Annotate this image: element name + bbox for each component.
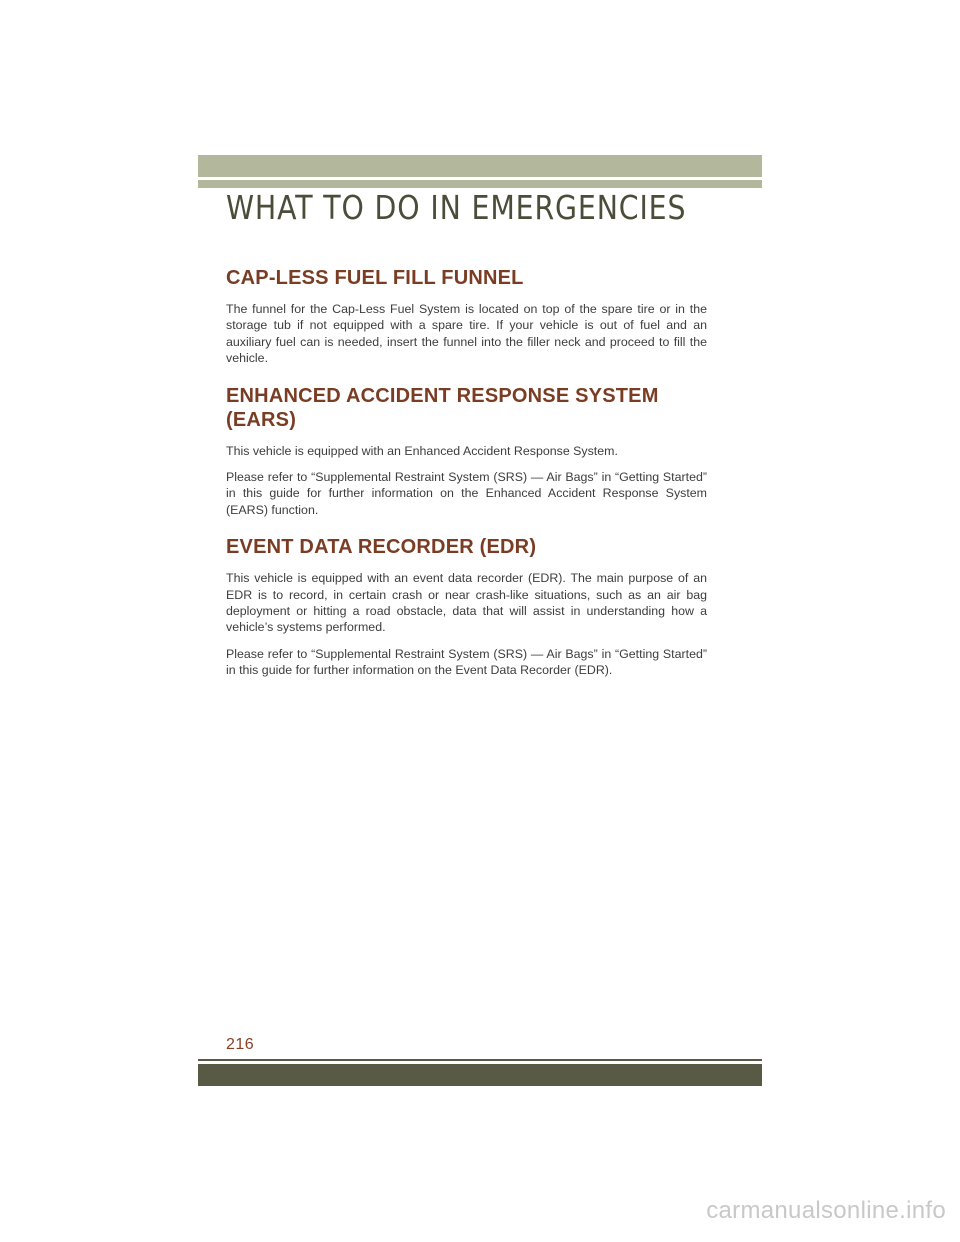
header-band: [198, 155, 762, 177]
body-paragraph: This vehicle is equipped with an Enhanced Accident Response System.: [226, 443, 618, 458]
body-paragraph: The funnel for the Cap-Less Fuel System is located on top of the spare tire or in the storage tub if not equipped with a spare tire. If your vehicle is out of fuel and an auxiliary fuel can is needed, insert the funnel into the filler neck and proceed to fill the vehicle.: [226, 302, 707, 366]
header-rule: [198, 180, 762, 188]
body-paragraph: This vehicle is equipped with an event data recorder (EDR). The main purpose of an EDR is to record, in certain crash or near crash-like situations, such as an air bag deployment or hitting a road obstacle, data that will assist in understanding how a vehicle’s systems performed.: [226, 571, 707, 635]
footer-rule: [198, 1059, 762, 1061]
page-content: [226, 266, 707, 689]
body-paragraph: Please refer to “Supplemental Restraint System (SRS) — Air Bags” in “Getting Started” in this guide for further information on the Event Data Recorder (EDR).: [226, 646, 707, 678]
section-heading: ENHANCED ACCIDENT RESPONSE SYSTEM (EARS): [226, 384, 659, 431]
section-title: WHAT TO DO IN EMERGENCIES: [226, 188, 687, 227]
section-heading: CAP-LESS FUEL FILL FUNNEL: [226, 267, 524, 289]
page-number: 216: [226, 1036, 255, 1053]
section-edr: [226, 535, 707, 678]
watermark-text: carmanualsonline.info: [706, 1197, 946, 1224]
footer-band: [198, 1064, 762, 1086]
section-ears: [226, 384, 707, 519]
section-heading: EVENT DATA RECORDER (EDR): [226, 536, 537, 559]
body-paragraph: Please refer to “Supplemental Restraint System (SRS) — Air Bags” in “Getting Started” in this guide for further information on the Enhanced Accident Response System (EARS) function.: [226, 470, 707, 517]
section-cap-less-fuel-fill-funnel: [226, 266, 707, 367]
